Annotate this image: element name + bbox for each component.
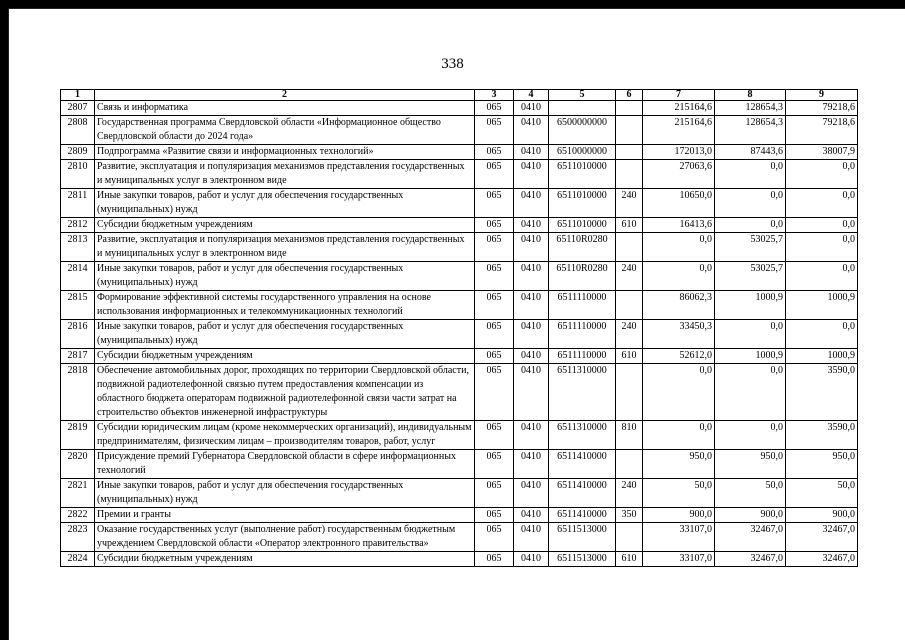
row-amount-col8: 50,0 [715,479,786,508]
row-ministry-code: 065 [475,189,514,218]
row-number: 2821 [61,479,95,508]
row-number: 2818 [61,364,95,421]
row-amount-col8: 0,0 [715,320,786,349]
row-ministry-code: 065 [475,508,514,523]
row-section-code: 0410 [514,218,549,233]
row-name: Развитие, эксплуатация и популяризация механизмов представления государственных и муниципальных услуг в электронном виде [95,160,475,189]
row-target-code: 6511513000 [549,523,616,552]
row-amount-col9: 3590,0 [786,421,858,450]
row-expense-type: 610 [616,218,643,233]
row-section-code: 0410 [514,145,549,160]
table-row [61,421,858,450]
row-amount-col7: 10650,0 [643,189,715,218]
row-amount-col8: 950,0 [715,450,786,479]
row-amount-col9: 0,0 [786,160,858,189]
row-amount-col7: 27063,6 [643,160,715,189]
table-row [61,262,858,291]
row-amount-col7: 52612,0 [643,349,715,364]
row-section-code: 0410 [514,320,549,349]
row-target-code: 6511010000 [549,160,616,189]
row-amount-col8: 53025,7 [715,262,786,291]
row-amount-col9: 32467,0 [786,523,858,552]
table-row [61,349,858,364]
table-row [61,320,858,349]
row-name: Иные закупки товаров, работ и услуг для обеспечения государственных (муниципальных) нужд [95,320,475,349]
row-number: 2820 [61,450,95,479]
row-amount-col7: 0,0 [643,262,715,291]
row-ministry-code: 065 [475,364,514,421]
row-expense-type [616,116,643,145]
table-row [61,145,858,160]
row-amount-col9: 32467,0 [786,552,858,567]
page-number: 338 [441,56,464,72]
row-amount-col8: 87443,6 [715,145,786,160]
row-name: Иные закупки товаров, работ и услуг для обеспечения государственных (муниципальных) нужд [95,479,475,508]
row-ministry-code: 065 [475,523,514,552]
row-number: 2810 [61,160,95,189]
row-number: 2819 [61,421,95,450]
row-expense-type: 240 [616,189,643,218]
row-expense-type [616,233,643,262]
row-amount-col9: 1000,9 [786,291,858,320]
row-amount-col9: 0,0 [786,218,858,233]
row-name: Премии и гранты [95,508,475,523]
row-section-code: 0410 [514,479,549,508]
table-row [61,523,858,552]
row-section-code: 0410 [514,262,549,291]
row-amount-col7: 33450,3 [643,320,715,349]
row-amount-col8: 0,0 [715,189,786,218]
row-number: 2811 [61,189,95,218]
row-ministry-code: 065 [475,349,514,364]
row-amount-col9: 0,0 [786,233,858,262]
row-section-code: 0410 [514,101,549,116]
row-target-code: 6511110000 [549,349,616,364]
row-amount-col7: 950,0 [643,450,715,479]
row-name: Формирование эффективной системы государственного управления на основе использования информационных и телекоммуникационных технологий [95,291,475,320]
row-name: Субсидии бюджетным учреждениям [95,349,475,364]
row-ministry-code: 065 [475,552,514,567]
row-amount-col7: 16413,6 [643,218,715,233]
row-name: Субсидии бюджетным учреждениям [95,552,475,567]
row-amount-col9: 3590,0 [786,364,858,421]
row-amount-col8: 0,0 [715,364,786,421]
row-target-code: 6511513000 [549,552,616,567]
column-header-4: 4 [514,90,549,101]
row-ministry-code: 065 [475,101,514,116]
row-expense-type [616,364,643,421]
row-number: 2817 [61,349,95,364]
row-target-code: 6511110000 [549,291,616,320]
row-expense-type: 240 [616,479,643,508]
row-amount-col8: 1000,9 [715,291,786,320]
row-number: 2816 [61,320,95,349]
row-section-code: 0410 [514,349,549,364]
row-section-code: 0410 [514,421,549,450]
row-ministry-code: 065 [475,218,514,233]
row-amount-col7: 0,0 [643,421,715,450]
row-ministry-code: 065 [475,262,514,291]
row-number: 2824 [61,552,95,567]
row-amount-col7: 0,0 [643,233,715,262]
table-header-row [61,90,858,101]
row-expense-type: 240 [616,262,643,291]
row-amount-col8: 128654,3 [715,101,786,116]
table-row [61,160,858,189]
row-amount-col7: 172013,0 [643,145,715,160]
row-expense-type: 350 [616,508,643,523]
table-body [61,101,858,567]
row-target-code: 6511310000 [549,421,616,450]
row-name: Оказание государственных услуг (выполнение работ) государственным бюджетным учреждением Свердловской области «Оператор электронного правительства» [95,523,475,552]
row-expense-type [616,145,643,160]
row-section-code: 0410 [514,364,549,421]
row-section-code: 0410 [514,552,549,567]
row-name: Иные закупки товаров, работ и услуг для обеспечения государственных (муниципальных) нужд [95,262,475,291]
row-number: 2809 [61,145,95,160]
row-name: Субсидии бюджетным учреждениям [95,218,475,233]
row-name: Присуждение премий Губернатора Свердловской области в сфере информационных технологий [95,450,475,479]
column-header-8: 8 [715,90,786,101]
row-amount-col9: 38007,9 [786,145,858,160]
row-target-code: 65110R0280 [549,233,616,262]
table-row [61,116,858,145]
row-number: 2815 [61,291,95,320]
row-number: 2808 [61,116,95,145]
row-target-code: 6511410000 [549,508,616,523]
row-expense-type: 240 [616,320,643,349]
row-amount-col7: 86062,3 [643,291,715,320]
row-amount-col7: 33107,0 [643,552,715,567]
row-section-code: 0410 [514,160,549,189]
row-amount-col8: 32467,0 [715,552,786,567]
row-amount-col9: 0,0 [786,189,858,218]
row-section-code: 0410 [514,508,549,523]
table-row [61,508,858,523]
row-target-code: 6511310000 [549,364,616,421]
row-amount-col9: 900,0 [786,508,858,523]
row-expense-type: 610 [616,349,643,364]
row-ministry-code: 065 [475,421,514,450]
row-section-code: 0410 [514,233,549,262]
row-section-code: 0410 [514,523,549,552]
row-target-code: 6510000000 [549,145,616,160]
row-amount-col7: 50,0 [643,479,715,508]
row-target-code: 6511410000 [549,479,616,508]
column-header-9: 9 [786,90,858,101]
row-name: Государственная программа Свердловской области «Информационное общество Свердловской области до 2024 года» [95,116,475,145]
table-row [61,552,858,567]
row-target-code: 6511010000 [549,189,616,218]
row-amount-col9: 79218,6 [786,101,858,116]
table-row [61,479,858,508]
row-amount-col8: 53025,7 [715,233,786,262]
row-amount-col8: 0,0 [715,218,786,233]
table-row [61,189,858,218]
table-row [61,101,858,116]
row-name: Подпрограмма «Развитие связи и информационных технологий» [95,145,475,160]
row-amount-col9: 0,0 [786,320,858,349]
row-amount-col7: 0,0 [643,364,715,421]
row-amount-col8: 0,0 [715,421,786,450]
row-ministry-code: 065 [475,291,514,320]
row-amount-col8: 0,0 [715,160,786,189]
row-ministry-code: 065 [475,479,514,508]
row-ministry-code: 065 [475,160,514,189]
row-target-code: 6511010000 [549,218,616,233]
row-amount-col9: 1000,9 [786,349,858,364]
row-section-code: 0410 [514,291,549,320]
row-ministry-code: 065 [475,450,514,479]
row-amount-col7: 215164,6 [643,101,715,116]
row-ministry-code: 065 [475,145,514,160]
row-name: Обеспечение автомобильных дорог, проходящих по территории Свердловской области, подвижной радиотелефонной связью путем предоставления компенсации из областного бюджета операторам подвижной радиотелефонной связи части затрат на строительство объектов инженерной инфраструктуры [95,364,475,421]
column-header-3: 3 [475,90,514,101]
row-amount-col7: 900,0 [643,508,715,523]
row-number: 2813 [61,233,95,262]
row-target-code [549,101,616,116]
row-amount-col7: 33107,0 [643,523,715,552]
column-header-7: 7 [643,90,715,101]
row-name: Связь и информатика [95,101,475,116]
row-ministry-code: 065 [475,116,514,145]
column-header-5: 5 [549,90,616,101]
row-target-code: 6500000000 [549,116,616,145]
row-amount-col8: 900,0 [715,508,786,523]
row-amount-col7: 215164,6 [643,116,715,145]
row-name: Развитие, эксплуатация и популяризация механизмов представления государственных и муниципальных услуг в электронном виде [95,233,475,262]
row-expense-type [616,523,643,552]
row-amount-col9: 50,0 [786,479,858,508]
row-amount-col9: 950,0 [786,450,858,479]
table-row [61,218,858,233]
row-target-code: 6511410000 [549,450,616,479]
table-row [61,291,858,320]
row-amount-col8: 32467,0 [715,523,786,552]
row-section-code: 0410 [514,189,549,218]
row-amount-col9: 79218,6 [786,116,858,145]
row-target-code: 65110R0280 [549,262,616,291]
row-expense-type [616,101,643,116]
row-number: 2812 [61,218,95,233]
row-expense-type: 810 [616,421,643,450]
table-row [61,233,858,262]
table-row [61,450,858,479]
row-expense-type [616,450,643,479]
column-header-6: 6 [616,90,643,101]
row-target-code: 6511110000 [549,320,616,349]
row-amount-col8: 1000,9 [715,349,786,364]
row-number: 2823 [61,523,95,552]
row-ministry-code: 065 [475,320,514,349]
table-row [61,364,858,421]
budget-table [60,89,858,567]
row-number: 2814 [61,262,95,291]
row-number: 2822 [61,508,95,523]
row-expense-type: 610 [616,552,643,567]
row-expense-type [616,291,643,320]
row-section-code: 0410 [514,116,549,145]
row-ministry-code: 065 [475,233,514,262]
row-number: 2807 [61,101,95,116]
column-header-1: 1 [61,90,95,101]
row-amount-col9: 0,0 [786,262,858,291]
row-name: Субсидии юридическим лицам (кроме некоммерческих организаций), индивидуальным предпринимателям, физическим лицам – производителям товаров, работ, услуг [95,421,475,450]
row-amount-col8: 128654,3 [715,116,786,145]
row-name: Иные закупки товаров, работ и услуг для обеспечения государственных (муниципальных) нужд [95,189,475,218]
row-section-code: 0410 [514,450,549,479]
row-expense-type [616,160,643,189]
column-header-2: 2 [95,90,475,101]
